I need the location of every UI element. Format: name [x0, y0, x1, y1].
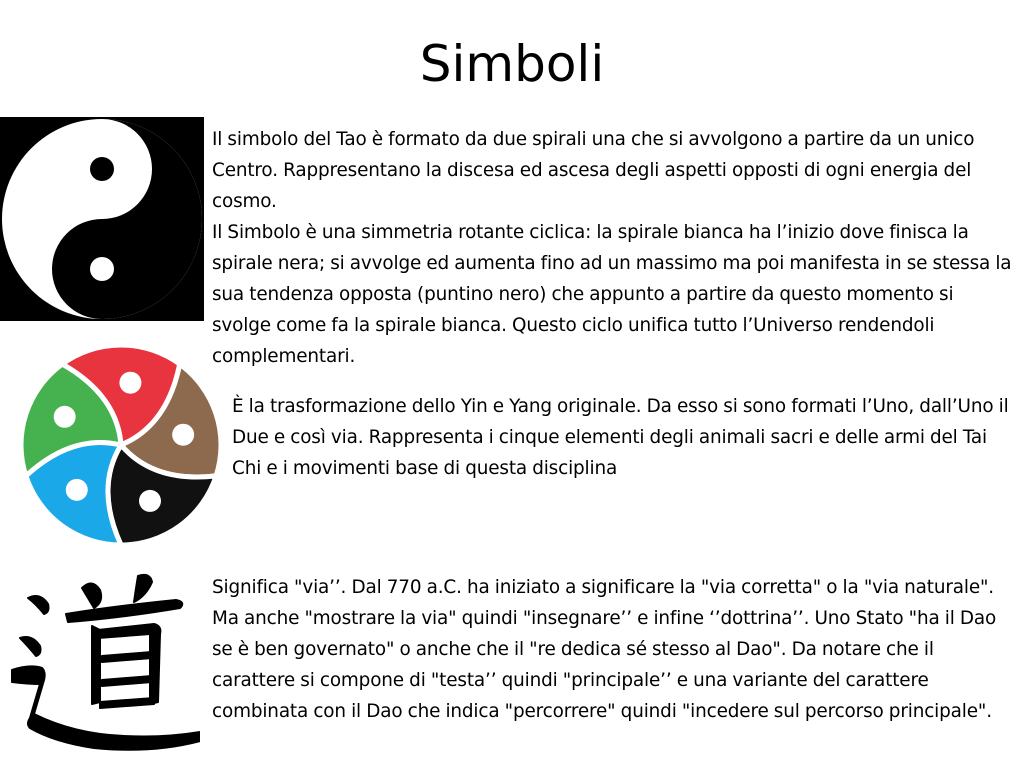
five-elements-symbol-icon — [18, 342, 224, 548]
tao-description — [212, 124, 1014, 372]
five-elements-dot — [139, 490, 161, 512]
five-elements-dot — [54, 406, 76, 428]
dao-paragraph: Significa "via’’. Dal 770 a.C. ha iniziato a significare la "via corretta" o la "via naturale". Ma anche "mostrare la via" quindi "insegnare’’ e infine ‘’dottrina’’. Uno Stato "ha il Dao se è ben governato" o anche che il "re dedica sé stesso al Dao". Da notare che il carattere si compone di "testa’’ quindi "principale’’ e una variante del carattere combinata con il Dao che indica "percorrere" quindi "incedere sul percorso principale". — [212, 577, 997, 722]
yin-yang-icon — [0, 117, 204, 321]
five-elements-description — [232, 391, 1018, 484]
tao-paragraph-2: Il Simbolo è una simmetria rotante ciclica: la spirale bianca ha l’inizio dove finisca la spirale nera; si avvolge ed aumenta fino ad un massimo ma poi manifesta in se stessa la sua tendenza opposta (puntino nero) che appunto a partire da questo momento si svolge come fa la spirale bianca. Questo ciclo unifica tutto l’Universo rendendoli complementari. — [212, 222, 1012, 367]
five-elements-dot — [66, 479, 88, 501]
tao-paragraph-1: Il simbolo del Tao è formato da due spirali una che si avvolgono a partire da un unico Centro. Rappresentano la discesa ed ascesa degli aspetti opposti di ogni energia del cosmo. — [212, 129, 975, 212]
dao-description — [212, 572, 1020, 727]
five-elements-paragraph: È la trasformazione dello Yin e Yang originale. Da esso si sono formati l’Uno, dall’Uno il Due e così via. Rappresenta i cinque elementi degli animali sacri e delle armi del Tai Chi e i movimenti base di questa disciplina — [232, 396, 1009, 479]
five-elements-dot — [172, 424, 194, 446]
five-elements-dot — [119, 372, 141, 394]
five-elements-sectors — [21, 345, 221, 545]
dao-calligraphy-icon — [6, 568, 200, 753]
slide-title: Simboli — [419, 35, 605, 93]
